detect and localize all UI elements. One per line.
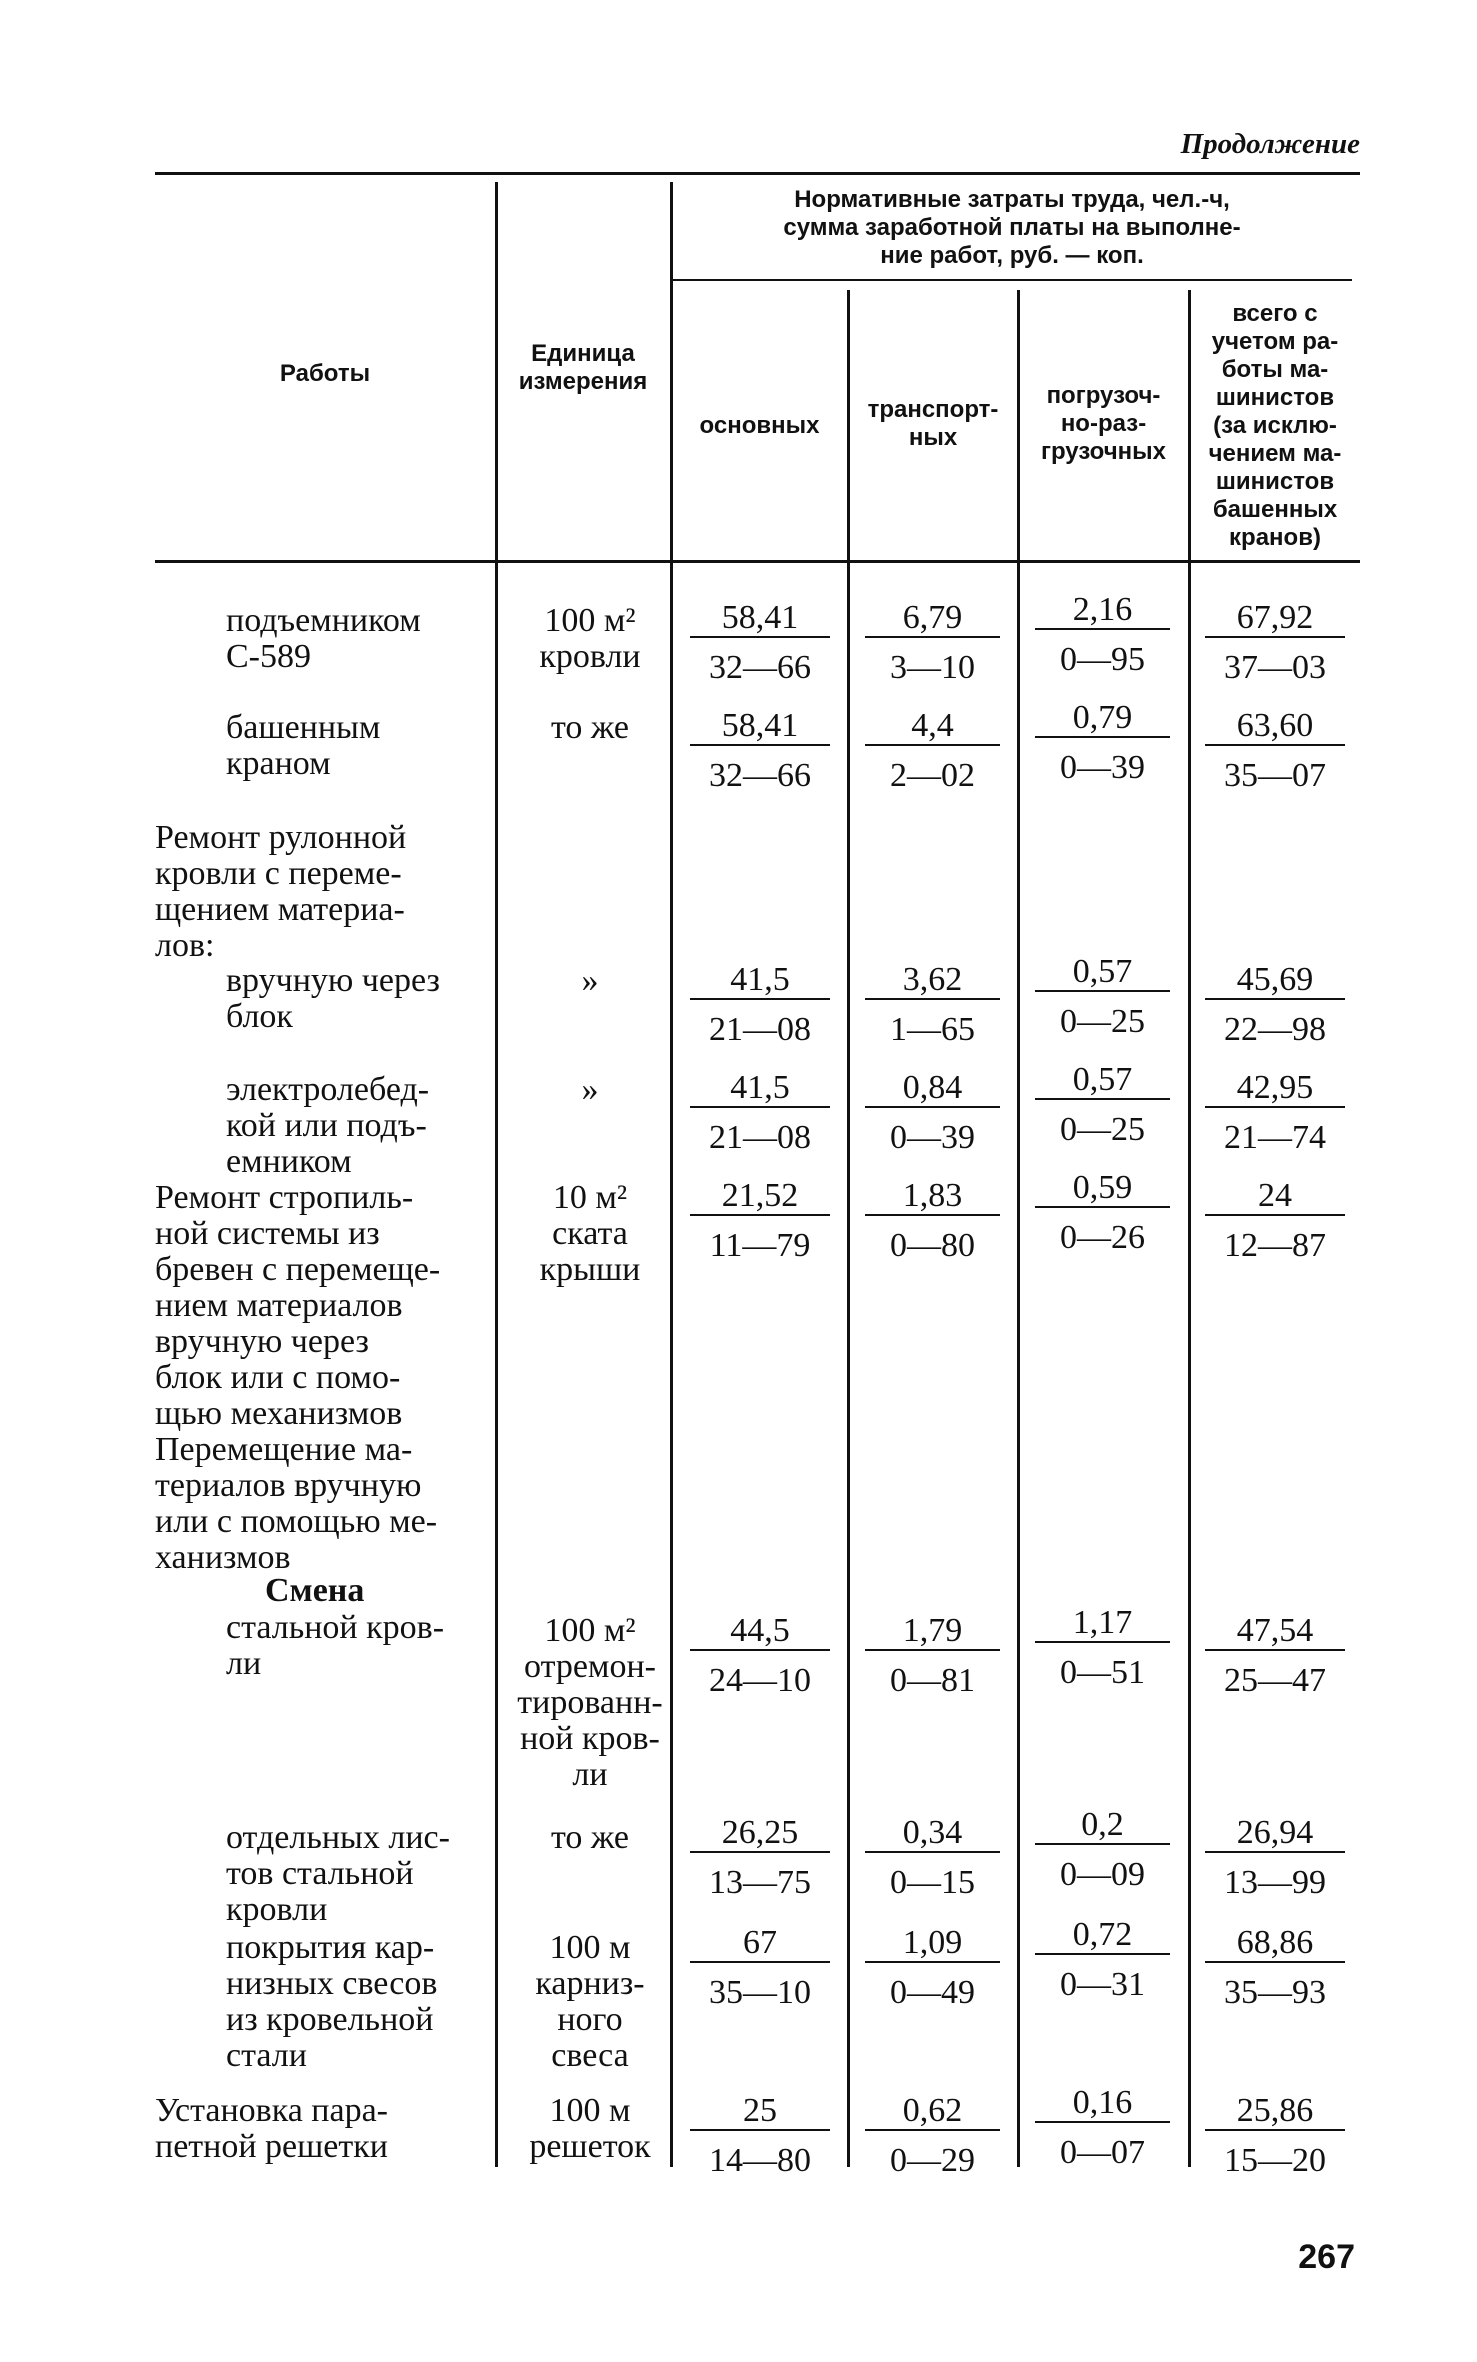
value: 3,62 bbox=[865, 962, 1000, 1000]
row-unit: 100 м² отремон- тированн- ной кров- ли bbox=[517, 1612, 663, 1793]
row-label: подъемником С-589 bbox=[226, 602, 421, 675]
value: 41,5 bbox=[690, 962, 830, 1000]
row-label: Установка пара- петной решетки bbox=[155, 2092, 388, 2165]
value: 67,92 bbox=[1205, 600, 1345, 638]
total-cell bbox=[1205, 962, 1345, 1048]
header-group: Нормативные затраты труда, чел.-ч, сумма заработной платы на выполне- ние работ, руб. — коп. bbox=[783, 186, 1241, 269]
value: 45,69 bbox=[1205, 962, 1345, 1000]
pay: 12—87 bbox=[1224, 1227, 1326, 1264]
value: 67 bbox=[690, 1925, 830, 1963]
pay: 0—07 bbox=[1060, 2134, 1145, 2171]
value: 0,57 bbox=[1035, 1062, 1170, 1100]
row-label: Перемещение ма- териалов вручную или с помощью ме- ханизмов bbox=[155, 1431, 438, 1576]
total-cell bbox=[1205, 2093, 1345, 2179]
loading-cell bbox=[1035, 592, 1170, 678]
header-work: Работы bbox=[279, 360, 371, 387]
column-divider-1 bbox=[495, 182, 498, 2167]
transport-cell bbox=[865, 2093, 1000, 2179]
pay: 24—10 bbox=[709, 1662, 811, 1699]
value: 58,41 bbox=[690, 708, 830, 746]
total-cell bbox=[1205, 600, 1345, 686]
pay: 13—75 bbox=[709, 1864, 811, 1901]
pay: 32—66 bbox=[709, 757, 811, 794]
subheading-label: Смена bbox=[265, 1572, 365, 1609]
total-cell bbox=[1205, 1613, 1345, 1699]
value: 68,86 bbox=[1205, 1925, 1345, 1963]
value: 44,5 bbox=[690, 1613, 830, 1651]
transport-cell bbox=[865, 1815, 1000, 1901]
row-unit: 100 м решеток bbox=[529, 2092, 651, 2165]
value: 0,79 bbox=[1035, 700, 1170, 738]
row-label: башенным краном bbox=[226, 709, 381, 782]
pay: 37—03 bbox=[1224, 649, 1326, 686]
row-unit: » bbox=[581, 1071, 599, 1108]
header-main: основных bbox=[699, 412, 820, 439]
transport-cell bbox=[865, 1925, 1000, 2011]
row-label: вручную через блок bbox=[226, 962, 440, 1035]
main-cell bbox=[690, 1178, 830, 1264]
pay: 1—65 bbox=[890, 1011, 975, 1048]
pay: 0—80 bbox=[890, 1227, 975, 1264]
main-cell bbox=[690, 1815, 830, 1901]
value: 6,79 bbox=[865, 600, 1000, 638]
column-divider-3 bbox=[847, 290, 850, 2167]
loading-cell bbox=[1035, 1170, 1170, 1256]
value: 41,5 bbox=[690, 1070, 830, 1108]
loading-cell bbox=[1035, 2085, 1170, 2171]
column-divider-4 bbox=[1017, 290, 1020, 2167]
value: 0,72 bbox=[1035, 1917, 1170, 1955]
group-header-rule bbox=[672, 279, 1352, 281]
page-number: 267 bbox=[1298, 2238, 1355, 2276]
pay: 25—47 bbox=[1224, 1662, 1326, 1699]
pay: 0—95 bbox=[1060, 641, 1145, 678]
row-label: отдельных лис- тов стальной кровли bbox=[226, 1819, 450, 1928]
loading-cell bbox=[1035, 954, 1170, 1040]
header-total: всего с учетом ра- боты ма- шинистов (за исклю- чением ма- шинистов башенных кранов) bbox=[1208, 300, 1342, 551]
value: 0,57 bbox=[1035, 954, 1170, 992]
value: 1,79 bbox=[865, 1613, 1000, 1651]
value: 0,59 bbox=[1035, 1170, 1170, 1208]
pay: 35—10 bbox=[709, 1974, 811, 2011]
pay: 2—02 bbox=[890, 757, 975, 794]
loading-cell bbox=[1035, 1062, 1170, 1148]
pay: 35—07 bbox=[1224, 757, 1326, 794]
transport-cell bbox=[865, 1070, 1000, 1156]
pay: 21—08 bbox=[709, 1011, 811, 1048]
row-unit: » bbox=[581, 962, 599, 999]
loading-cell bbox=[1035, 1807, 1170, 1893]
main-cell bbox=[690, 2093, 830, 2179]
value: 2,16 bbox=[1035, 592, 1170, 630]
total-cell bbox=[1205, 1925, 1345, 2011]
value: 1,09 bbox=[865, 1925, 1000, 1963]
row-unit: 100 м карниз- ного свеса bbox=[535, 1929, 645, 2074]
row-unit: то же bbox=[550, 1819, 630, 1856]
transport-cell bbox=[865, 1178, 1000, 1264]
pay: 0—51 bbox=[1060, 1654, 1145, 1691]
transport-cell bbox=[865, 1613, 1000, 1699]
pay: 0—15 bbox=[890, 1864, 975, 1901]
pay: 13—99 bbox=[1224, 1864, 1326, 1901]
value: 63,60 bbox=[1205, 708, 1345, 746]
pay: 3—10 bbox=[890, 649, 975, 686]
row-unit: 10 м² ската крыши bbox=[539, 1179, 641, 1288]
pay: 0—39 bbox=[890, 1119, 975, 1156]
pay: 0—09 bbox=[1060, 1856, 1145, 1893]
main-cell bbox=[690, 1925, 830, 2011]
value: 24 bbox=[1205, 1178, 1345, 1216]
row-unit: 100 м² кровли bbox=[539, 602, 641, 675]
row-label: Ремонт стропиль- ной системы из бревен с перемеще- нием материалов вручную через блок или с помо- щью механизмов bbox=[155, 1179, 441, 1432]
total-cell bbox=[1205, 1070, 1345, 1156]
pay: 21—08 bbox=[709, 1119, 811, 1156]
pay: 0—49 bbox=[890, 1974, 975, 2011]
pay: 0—25 bbox=[1060, 1003, 1145, 1040]
transport-cell bbox=[865, 962, 1000, 1048]
value: 1,83 bbox=[865, 1178, 1000, 1216]
header-transport: транспорт- ных bbox=[867, 396, 999, 451]
value: 47,54 bbox=[1205, 1613, 1345, 1651]
value: 0,2 bbox=[1035, 1807, 1170, 1845]
pay: 14—80 bbox=[709, 2142, 811, 2179]
value: 4,4 bbox=[865, 708, 1000, 746]
pay: 21—74 bbox=[1224, 1119, 1326, 1156]
value: 26,25 bbox=[690, 1815, 830, 1853]
value: 25,86 bbox=[1205, 2093, 1345, 2131]
header-bottom-rule bbox=[155, 560, 1360, 563]
loading-cell bbox=[1035, 1917, 1170, 2003]
pay: 0—29 bbox=[890, 2142, 975, 2179]
row-label: стальной кров- ли bbox=[226, 1609, 445, 1682]
total-cell bbox=[1205, 1178, 1345, 1264]
row-label: электролебед- кой или подъ- емником bbox=[226, 1071, 430, 1180]
loading-cell bbox=[1035, 700, 1170, 786]
value: 26,94 bbox=[1205, 1815, 1345, 1853]
main-cell bbox=[690, 962, 830, 1048]
pay: 11—79 bbox=[709, 1227, 811, 1264]
value: 1,17 bbox=[1035, 1605, 1170, 1643]
row-label: покрытия кар- низных свесов из кровельной стали bbox=[226, 1929, 438, 2074]
pay: 35—93 bbox=[1224, 1974, 1326, 2011]
transport-cell bbox=[865, 600, 1000, 686]
value: 0,34 bbox=[865, 1815, 1000, 1853]
main-cell bbox=[690, 600, 830, 686]
value: 25 bbox=[690, 2093, 830, 2131]
section-label: Ремонт рулонной кровли с переме- щением материа- лов: bbox=[155, 819, 407, 964]
loading-cell bbox=[1035, 1605, 1170, 1691]
pay: 15—20 bbox=[1224, 2142, 1326, 2179]
row-unit: то же bbox=[550, 709, 630, 746]
header-loading: погрузоч- но-раз- грузочных bbox=[1040, 382, 1167, 465]
value: 21,52 bbox=[690, 1178, 830, 1216]
main-cell bbox=[690, 708, 830, 794]
header-unit: Единица измерения bbox=[518, 340, 648, 395]
pay: 22—98 bbox=[1224, 1011, 1326, 1048]
pay: 0—31 bbox=[1060, 1966, 1145, 2003]
main-cell bbox=[690, 1613, 830, 1699]
value: 42,95 bbox=[1205, 1070, 1345, 1108]
value: 58,41 bbox=[690, 600, 830, 638]
pay: 32—66 bbox=[709, 649, 811, 686]
value: 0,62 bbox=[865, 2093, 1000, 2131]
column-divider-2 bbox=[670, 182, 673, 2167]
total-cell bbox=[1205, 1815, 1345, 1901]
column-divider-5 bbox=[1188, 290, 1191, 2167]
pay: 0—25 bbox=[1060, 1111, 1145, 1148]
pay: 0—26 bbox=[1060, 1219, 1145, 1256]
transport-cell bbox=[865, 708, 1000, 794]
continuation-label: Продолжение bbox=[1180, 128, 1360, 160]
pay: 0—81 bbox=[890, 1662, 975, 1699]
total-cell bbox=[1205, 708, 1345, 794]
value: 0,16 bbox=[1035, 2085, 1170, 2123]
pay: 0—39 bbox=[1060, 749, 1145, 786]
main-cell bbox=[690, 1070, 830, 1156]
value: 0,84 bbox=[865, 1070, 1000, 1108]
table-top-rule bbox=[155, 172, 1360, 175]
